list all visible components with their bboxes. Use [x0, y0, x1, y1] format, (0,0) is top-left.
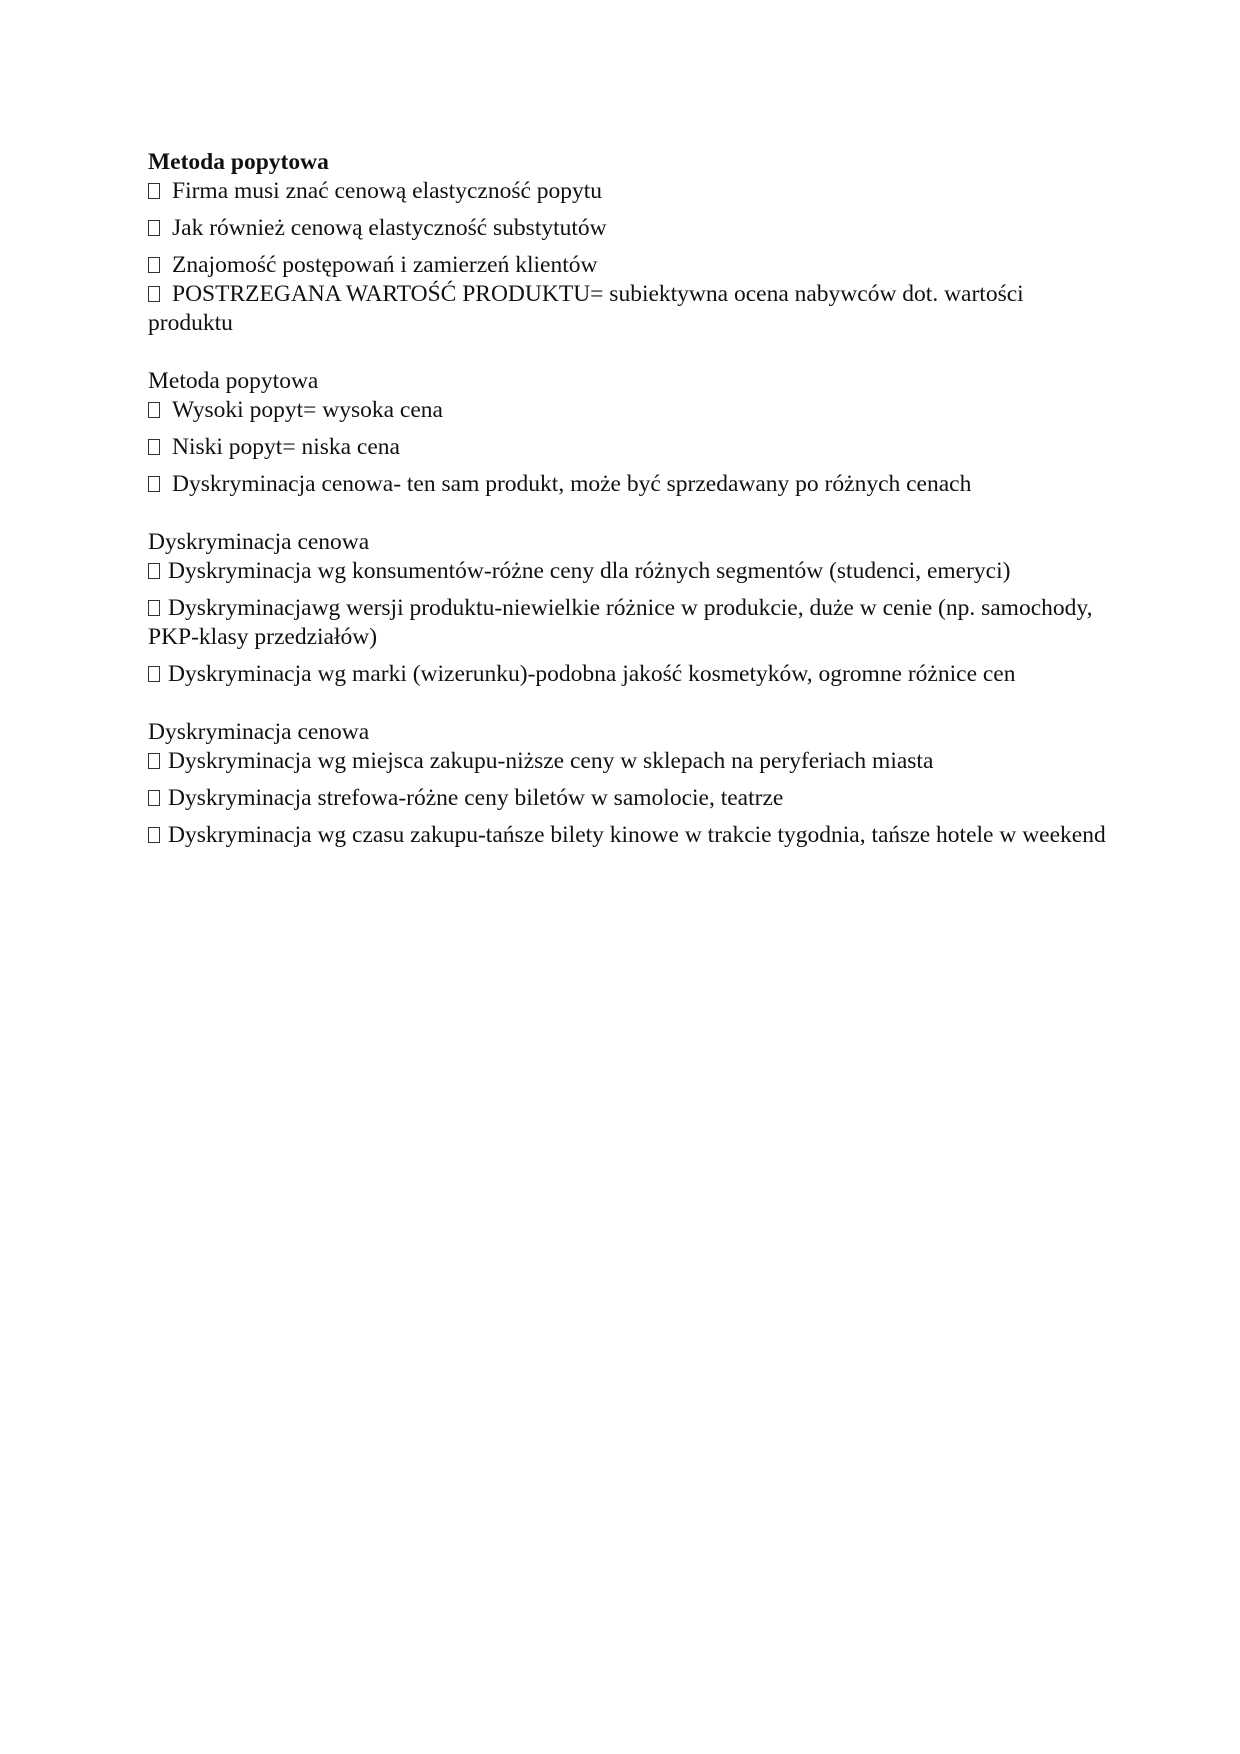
- checkbox-bullet-icon: [148, 753, 160, 769]
- list-item-text: POSTRZEGANA WARTOŚĆ PRODUKTU= subiektywna ocena nabywców dot. wartości produktu: [148, 281, 1024, 336]
- list-item-text: Wysoki popyt= wysoka cena: [172, 397, 443, 423]
- checkbox-bullet-icon: [148, 439, 160, 455]
- checkbox-bullet-icon: [148, 790, 160, 806]
- section-heading: Metoda popytowa: [148, 368, 319, 394]
- list-item-text: Jak również cenową elastyczność substytutów: [172, 215, 607, 241]
- checkbox-bullet-icon: [148, 286, 160, 302]
- list-item-text: Dyskryminacja cenowa- ten sam produkt, może być sprzedawany po różnych cenach: [172, 471, 972, 497]
- list-item: [148, 747, 1108, 776]
- list-item: [148, 594, 1108, 652]
- checkbox-bullet-icon: [148, 666, 160, 682]
- checkbox-bullet-icon: [148, 402, 160, 418]
- document-page: [148, 148, 1108, 879]
- checkbox-bullet-icon: [148, 827, 160, 843]
- section-metoda-popytowa-2: [148, 367, 1108, 499]
- list-item-text: Dyskryminacja wg czasu zakupu-tańsze bilety kinowe w trakcie tygodnia, tańsze hotele w weekend: [168, 822, 1106, 848]
- checkbox-bullet-icon: [148, 600, 160, 616]
- list-item: [148, 251, 1108, 280]
- section-heading: Dyskryminacja cenowa: [148, 719, 370, 745]
- checkbox-bullet-icon: [148, 563, 160, 579]
- checkbox-bullet-icon: [148, 476, 160, 492]
- list-item-text: Niski popyt= niska cena: [172, 434, 400, 460]
- list-item-text: Dyskryminacja wg miejsca zakupu-niższe ceny w sklepach na peryferiach miasta: [168, 748, 934, 774]
- list-item: [148, 177, 1108, 206]
- list-item-text: Dyskryminacja strefowa-różne ceny biletów w samolocie, teatrze: [168, 785, 784, 811]
- list-item-text: Dyskryminacja wg marki (wizerunku)-podobna jakość kosmetyków, ogromne różnice cen: [168, 661, 1016, 687]
- section-dyskryminacja-cenowa-1: [148, 528, 1108, 689]
- section-metoda-popytowa-1: [148, 148, 1108, 338]
- list-item: [148, 280, 1108, 338]
- list-item: [148, 660, 1108, 689]
- checkbox-bullet-icon: [148, 220, 160, 236]
- list-item: [148, 557, 1108, 586]
- list-item: [148, 784, 1108, 813]
- list-item: [148, 433, 1108, 462]
- list-item-text: Dyskryminacjawg wersji produktu-niewielkie różnice w produkcie, duże w cenie (np. samochody, PKP-klasy przedziałów): [148, 595, 1093, 650]
- checkbox-bullet-icon: [148, 183, 160, 199]
- list-item: [148, 214, 1108, 243]
- checkbox-bullet-icon: [148, 257, 160, 273]
- list-item-text: Dyskryminacja wg konsumentów-różne ceny dla różnych segmentów (studenci, emeryci): [168, 558, 1011, 584]
- section-dyskryminacja-cenowa-2: [148, 718, 1108, 850]
- list-item: [148, 821, 1108, 850]
- list-item: [148, 396, 1108, 425]
- list-item-text: Znajomość postępowań i zamierzeń klientów: [172, 252, 598, 278]
- list-item: [148, 470, 1108, 499]
- section-heading: Dyskryminacja cenowa: [148, 529, 370, 555]
- list-item-text: Firma musi znać cenową elastyczność popytu: [172, 178, 603, 204]
- section-heading: Metoda popytowa: [148, 149, 329, 175]
